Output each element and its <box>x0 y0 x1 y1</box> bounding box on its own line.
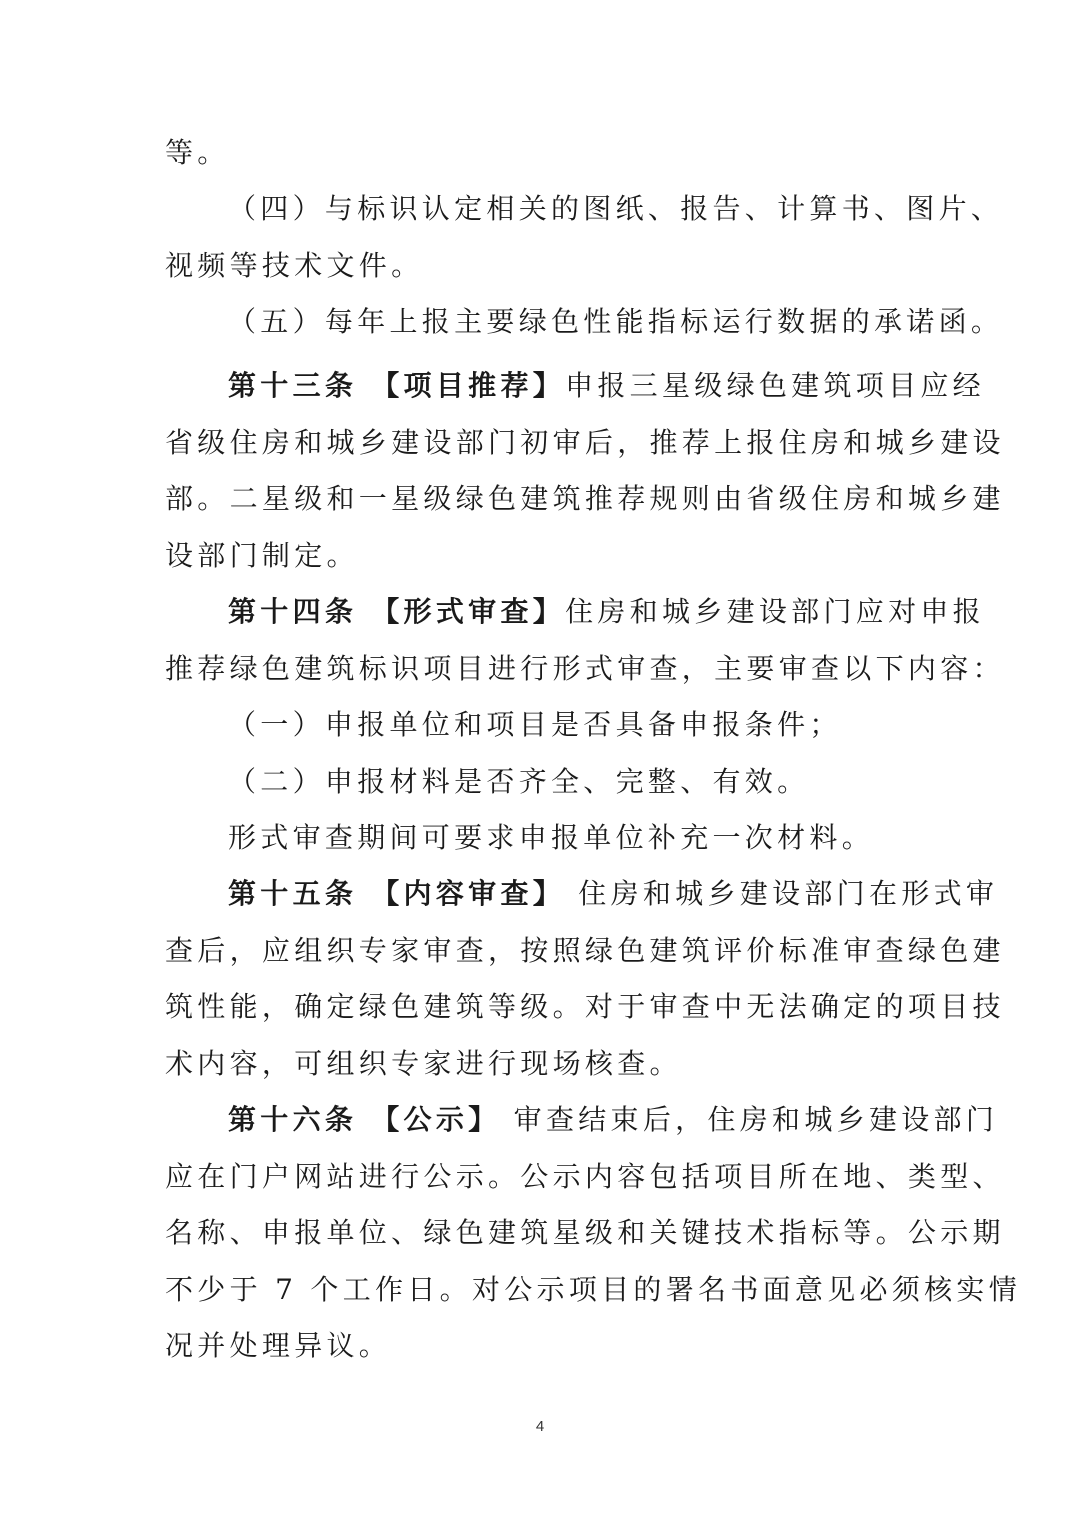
text-line: （五）每年上报主要绿色性能指标运行数据的承诺函。 <box>228 305 1004 338</box>
text-line: 推荐绿色建筑标识项目进行形式审查，主要审查以下内容： <box>165 652 1005 685</box>
text-line: 查后，应组织专家审查，按照绿色建筑评价标准审查绿色建 <box>165 934 1005 967</box>
article-16-first-line <box>228 1100 999 1140</box>
list-item: （一）申报单位和项目是否具备申报条件； <box>228 708 842 741</box>
page-number: 4 <box>535 1418 545 1435</box>
text-line: 筑性能，确定绿色建筑等级。对于审查中无法确定的项目技 <box>165 990 1005 1023</box>
text-line: 名称、申报单位、绿色建筑星级和关键技术指标等。公示期 <box>165 1216 1005 1249</box>
text-line: 不少于 7 个工作日。对公示项目的署名书面意见必须核实情 <box>165 1273 1022 1306</box>
article-heading: 第十五条 【内容审查】 <box>228 877 566 910</box>
article-text: 申报三星级绿色建筑项目应经 <box>565 369 985 402</box>
article-heading: 第十三条 【项目推荐】 <box>228 369 566 402</box>
text-line: 况并处理异议。 <box>165 1329 392 1362</box>
text-line: 等。 <box>165 136 230 169</box>
text-line: 设部门制定。 <box>165 539 359 572</box>
text-line: 省级住房和城乡建设部门初审后，推荐上报住房和城乡建设 <box>165 426 1005 459</box>
text-line: 视频等技术文件。 <box>165 249 424 282</box>
text-line: （四）与标识认定相关的图纸、报告、计算书、图片、 <box>228 192 1004 225</box>
text-line: 形式审查期间可要求申报单位补充一次材料。 <box>228 821 875 854</box>
article-15-first-line <box>228 874 999 914</box>
article-text: 住房和城乡建设部门在形式审 <box>565 877 999 910</box>
text-line: 部。二星级和一星级绿色建筑推荐规则由省级住房和城乡建 <box>165 482 1005 515</box>
article-text: 审查结束后，住房和城乡建设部门 <box>500 1103 999 1136</box>
article-13-first-line <box>228 366 985 406</box>
text-line: 应在门户网站进行公示。公示内容包括项目所在地、类型、 <box>165 1160 1005 1193</box>
article-heading: 第十四条 【形式审查】 <box>228 595 566 628</box>
text-line: 术内容，可组织专家进行现场核查。 <box>165 1047 682 1080</box>
article-text: 住房和城乡建设部门应对申报 <box>565 595 985 628</box>
list-item: （二）申报材料是否齐全、完整、有效。 <box>228 765 810 798</box>
article-14-first-line <box>228 592 985 632</box>
article-heading: 第十六条 【公示】 <box>228 1103 501 1136</box>
